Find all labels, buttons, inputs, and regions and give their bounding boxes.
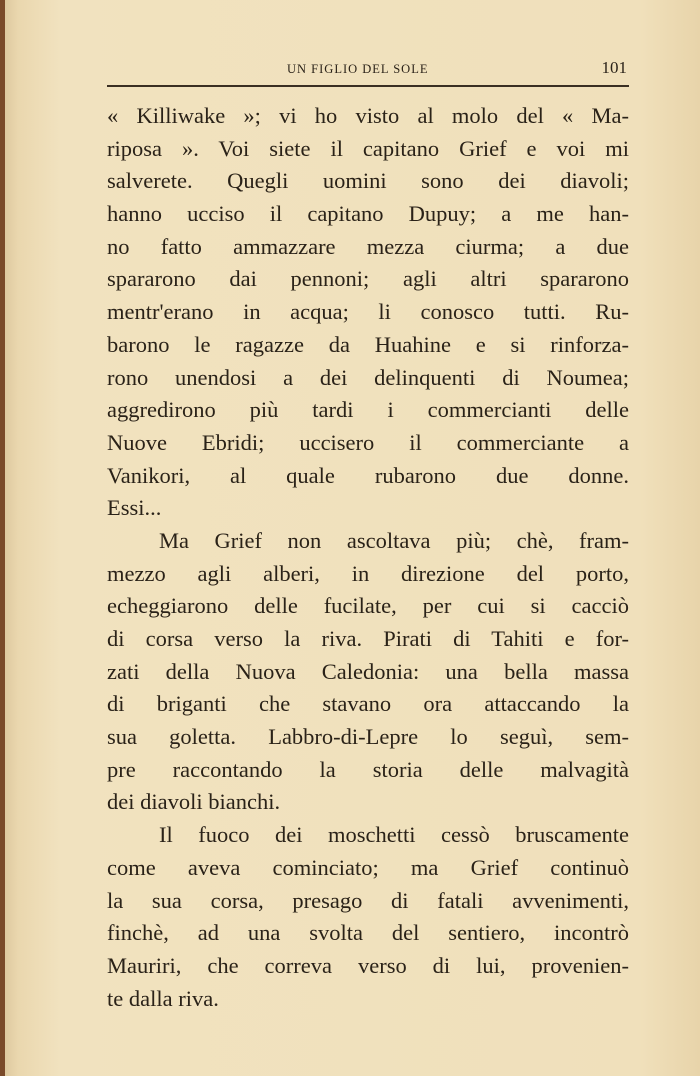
text-line: echeggiarono delle fucilate, per cui si cacciò (107, 593, 629, 619)
text-line: Essi... (107, 495, 162, 521)
text-line: dei diavoli bianchi. (107, 789, 281, 815)
text-line: spararono dai pennoni; agli altri spararono (107, 266, 629, 292)
text-line: come aveva cominciato; ma Grief continuò (107, 854, 629, 880)
text-line: rono unendosi a dei delinquenti di Noumea; (107, 364, 629, 390)
header-rule (107, 85, 629, 87)
text-line: « Killiwake »; vi ho visto al molo del « Ma- (107, 103, 629, 128)
text-line: hanno ucciso il capitano Dupuy; a me han- (107, 201, 629, 227)
text-line: la sua corsa, presago di fatali avvenimenti, (107, 887, 629, 913)
text-line: Il fuoco dei moschetti cessò bruscamente (159, 822, 629, 848)
text-line: di briganti che stavano ora attaccando la (107, 691, 629, 717)
text-line: Mauriri, che correva verso di lui, provenien- (107, 952, 629, 978)
page-edge (0, 0, 5, 1076)
text-line: zati della Nuova Caledonia: una bella massa (107, 658, 629, 684)
text-line: mezzo agli alberi, in direzione del porto, (107, 560, 629, 586)
text-line: pre raccontando la storia delle malvagità (107, 756, 629, 782)
text-line: barono le ragazze da Huahine e si rinforza- (107, 331, 629, 357)
text-line: riposa ». Voi siete il capitano Grief e voi mi (107, 135, 629, 161)
text-line: finchè, ad una svolta del sentiero, incontrò (107, 920, 629, 946)
text-line: no fatto ammazzare mezza ciurma; a due (107, 233, 629, 259)
body-text (107, 100, 629, 1015)
text-line: salverete. Quegli uomini sono dei diavoli; (107, 168, 629, 194)
text-line: mentr'erano in acqua; li conosco tutti. Ru- (107, 299, 629, 325)
text-line: di corsa verso la riva. Pirati di Tahiti e for- (107, 626, 629, 651)
running-title: UN FIGLIO DEL SOLE (287, 62, 429, 76)
text-line: aggredirono più tardi i commercianti delle (107, 397, 629, 423)
text-line: Ma Grief non ascoltava più; chè, fram- (159, 527, 629, 553)
text-line: Nuove Ebridi; uccisero il commerciante a (107, 429, 629, 455)
running-header (107, 58, 629, 82)
text-line: Vanikori, al quale rubarono due donne. (107, 462, 629, 488)
page-number: 101 (601, 58, 627, 77)
text-line: te dalla riva. (107, 985, 219, 1011)
text-line: sua goletta. Labbro-di-Lepre lo seguì, sem- (107, 724, 629, 750)
